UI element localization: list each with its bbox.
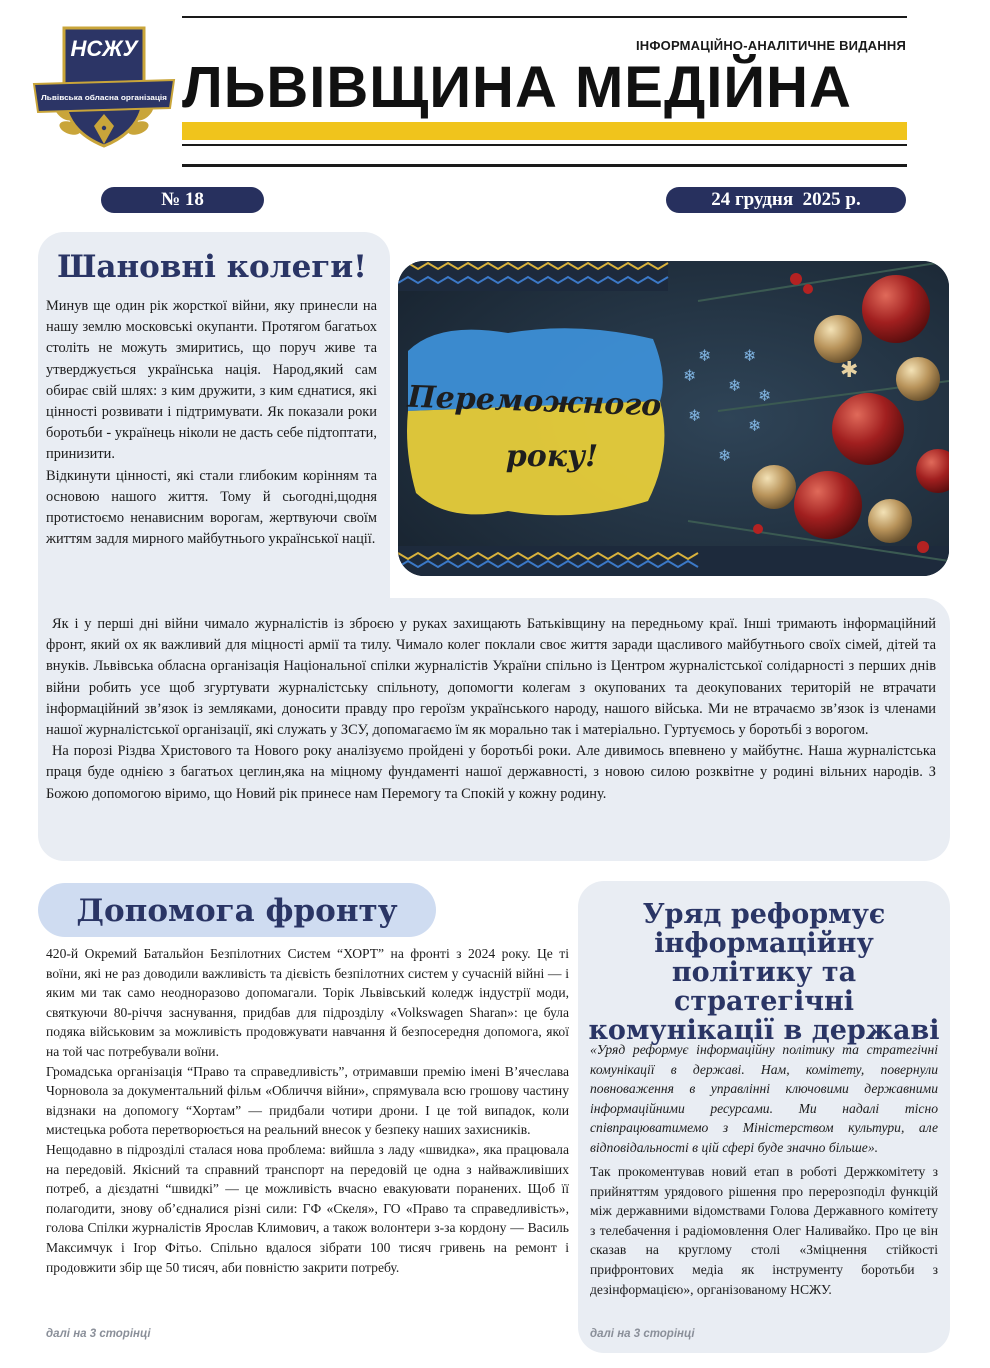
greeting-paragraph: Минув ще один рік жорсткої війни, яку принесли на нашу землю московські окупанти. Протягом багатьох століть не можуть змиритись, що поруч живе та утверджується українська нація. Народ,який сам обирає свій шлях: з ким дружити, з ким єднатися, які цінності розвивати і підтримувати. Як показали роки боротьби - українець ніколи не дасть себе підтоптати, принизити.	[46, 298, 377, 463]
front-continued: далі на 3 сторінці	[46, 1328, 151, 1340]
svg-text:❄: ❄	[688, 406, 702, 425]
svg-text:❄: ❄	[683, 366, 697, 385]
greeting-paragraph: Відкинути цінності, які стали глибоким корінням та основою нашого життя. Тому й сьогодні,щодня протистоємо ненависним ворогам, жертвуючи своїм життям задля мирного майбутнього української нації.	[46, 467, 377, 548]
gov-article	[590, 1162, 938, 1299]
logo-text-ring: Львівська обласна організація	[41, 93, 167, 102]
greeting-wide-text	[46, 614, 936, 805]
gov-paragraph: Так прокоментував новий етап в роботі Держкомітету з прийняттям урядового рішення про перерозподіл функцій між державними відомствами Голова Державного комітету з телебачення і радіомовлення Олег Наливайко. Про це він сказав на круглому столі «Зміцнення стійкості прифронтових медіа як інструменту боротьби з дезінформацією», організованому НСЖУ.	[590, 1164, 938, 1297]
front-heading: Допомога фронту	[76, 893, 398, 929]
title-underline	[182, 122, 907, 140]
gov-quote	[590, 1040, 938, 1158]
svg-text:❄: ❄	[748, 416, 762, 435]
gov-continued: далі на 3 сторінці	[590, 1328, 695, 1340]
masthead-rule-1	[182, 144, 907, 146]
svg-text:❄: ❄	[758, 386, 772, 405]
new-year-illustration	[398, 261, 949, 576]
greeting-paragraph: Як і у перші дні війни чимало журналістів із зброєю у руках захищають Батьківщину на передньому краї. Інші тримають інформаційний фронт, який ох як важливий для міцності армії та тилу. Чимало колег поклали своє життя заради щасливого майбутнього своїх сімей, дітей та внуків. Львівська обласна організація Національної спілки журналістів України спільно із Центром журналістської солідарності з перших днів війни робить усе щоб згуртувати журналістську спільноту, допомогти колегам з окупованих та деокупованих територій не втрачати інформаційний зв’язок із земляками, доносити правду про героїзм українського народу, нашого війська. Ми не втрачаємо зв’язок із членами нашої журналістської організації, які служать у ЗСУ, допомагаємо їм як морально так і матеріально. Гуртуємось у боротьбі з ворогом.	[46, 616, 936, 739]
top-rule	[182, 16, 907, 18]
union-logo	[30, 22, 178, 152]
subtitle: ІНФОРМАЦІЙНО-АНАЛІТИЧНЕ ВИДАННЯ	[635, 38, 906, 53]
front-paragraph: 420-й Окремий Батальйон Безпілотних Систем “ХОРТ” на фронті з 2024 року. Це ті воїни, які не раз доводили важливість та дієвість безпілотних систем у сучасній війні — і яким ми так само неодноразово допомагали. Торік Львівський коледж індустрії моди, святкуючи 80-річчя заснування, придбав для підрозділу «Volkswagen Sharan»: це була подяка військовим за можливість продовжувати навчання й безпосередня допомога, якої на той час потребували воїни.	[46, 946, 569, 1059]
logo-text-top: НСЖУ	[70, 36, 138, 61]
greeting-heading: Шановні колеги!	[57, 249, 367, 285]
svg-text:✱: ✱	[840, 358, 859, 383]
gov-heading: Уряд реформує інформаційну політику та стратегічні комунікації в державі	[588, 899, 940, 1046]
svg-text:❄: ❄	[718, 446, 732, 465]
gov-quote-text: «Уряд реформує інформаційну політику та стратегічні комунікації в державі. Нам, комітету, повернули повноваження в управлінні ключовими державними інформаційними ресурсами. Ми надалі тісно співпрацюватимемо з Міністерством культури, але відповідальності в цій сфері буде значно більше».	[590, 1042, 938, 1155]
front-article	[46, 944, 569, 1277]
masthead-rule-2	[182, 164, 907, 167]
greeting-column	[46, 296, 377, 550]
issue-date: 24 грудня 2025 р.	[666, 187, 906, 213]
greeting-paragraph: На порозі Різдва Христового та Нового року аналізуємо пройдені у боротьбі роки. Але дивимось впевнено у майбутнє. Наша журналістська праця буде однією з багатьох цеглин,яка на міцному фундаменті нашої державності, з новою силою розквітне у родині вільних народів. З Божою допомогою віримо, що Новий рік принесе нам Перемогу та Спокій у кожну родину.	[46, 743, 936, 802]
front-paragraph: Громадська організація “Право та справедливість”, отримавши премію імені В’ячеслава Чорновола за документальний фільм «Обличчя війни», спрямувала всю грошову частину відзнаки на допомогу “Хортам” — придбали чотири дрони. І це той випадок, коли мистецька робота перетворюється на реальний внесок у безпеку наших захисників.	[46, 1063, 569, 1138]
svg-text:❄: ❄	[728, 376, 742, 395]
issue-number: № 18	[101, 187, 264, 213]
newspaper-title: ЛЬВІВЩИНА МЕДІЙНА	[182, 55, 852, 120]
svg-text:❄: ❄	[698, 346, 712, 365]
new-year-image	[398, 261, 949, 576]
svg-text:❄: ❄	[743, 346, 757, 365]
image-caption-line2: року!	[505, 439, 599, 474]
front-paragraph: Нещодавно в підрозділі сталася нова проблема: вийшла з ладу «швидка», яка працювала на передовій. Якісний та справний транспорт на передовій це одна з найважливіших потреб, а дієздатні “швидкі” — це можливість вчасно евакуювати поранених. Щоб її полагодити, знову об’єдналися різні сили: ГФ «Скеля», ГО «Право та справедливість», голова Спілки журналістів Ярослав Климович, а також волонтери з-за кордону — Василь Максимчук і Ігор Фітьо. Спільно вдалося зібрати 100 тисяч гривень на ремонт і продовжити збір ще 50 тисяч, аби повністю закрити потребу.	[46, 1141, 569, 1275]
image-caption-line1: Переможного	[406, 379, 662, 424]
